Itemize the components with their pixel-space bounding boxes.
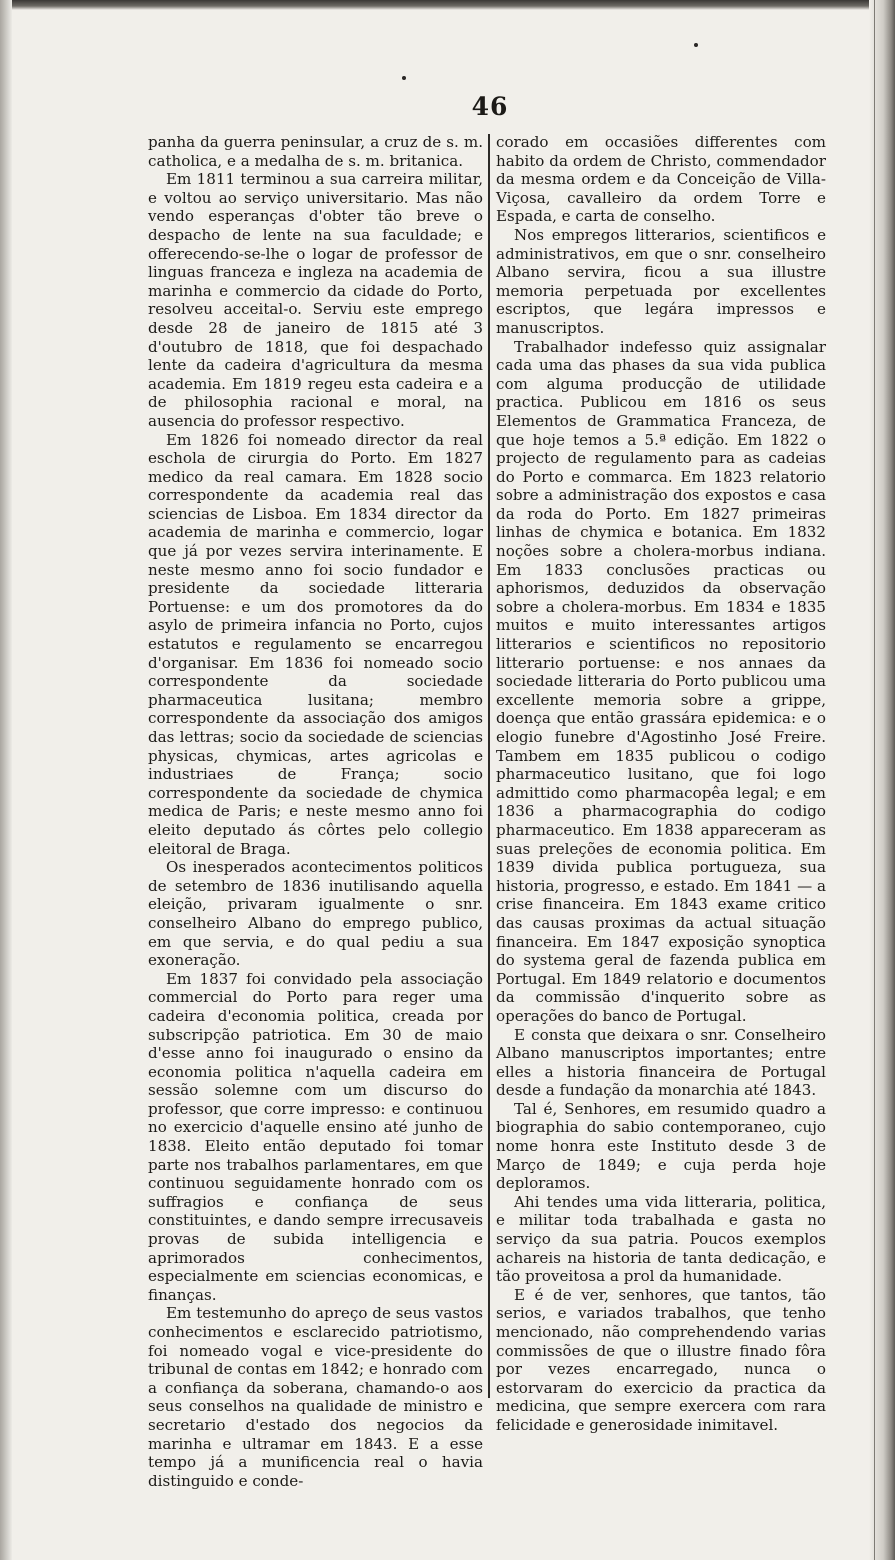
page-fold-line — [874, 0, 875, 1560]
paragraph: Em 1811 terminou a sua carreira militar, e voltou ao serviço universitario. Mas não vendo esperanças d'obter tão breve o despacho de lente na sua faculdade; e offerecendo-se-lhe o logar de professor de linguas franceza e ingleza na academia de marinha e commercio da cidade do Porto, resolveu acceital-o. Serviu este emprego desde 28 de janeiro de 1815 até 3 d'outubro de 1818, que foi despachado lente da cadeira d'agricultura da mesma academia. Em 1819 regeu esta cadeira e a de philosophia racional e moral, na ausencia do professor respectivo. — [148, 170, 483, 430]
scan-top-border — [0, 0, 895, 10]
right-column — [496, 133, 826, 1435]
paragraph: corado em occasiões differentes com habito da ordem de Christo, commendador da mesma ordem e da Conceição de Villa-Viçosa, cavalleiro da ordem Torre e Espada, e carta de conselho. — [496, 133, 826, 226]
paragraph: Em testemunho do apreço de seus vastos conhecimentos e esclarecido patriotismo, foi nomeado vogal e vice-presidente do tribunal de contas em 1842; e honrado com a confiança da soberana, chamando-o aos seus conselhos na qualidade de ministro e secretario d'estado dos negocios da marinha e ultramar em 1843. E a esse tempo já a munificencia real o havia distinguido e conde- — [148, 1304, 483, 1490]
paragraph: Tal é, Senhores, em resumido quadro a biographia do sabio contemporaneo, cujo nome honra este Instituto desde 3 de Março de 1849; e cuja perda hoje deploramos. — [496, 1099, 826, 1193]
paragraph: Em 1837 foi convidado pela associação commercial do Porto para reger uma cadeira d'economia politica, creada por subscripção patriotica. Em 30 de maio d'esse anno foi inaugurado o ensino da economia politica n'aquella cadeira em sessão solemne com um discurso do professor, que corre impresso: e continuou no exercicio d'aquelle ensino até junho de 1838. Eleito então deputado foi tomar parte nos trabalhos parlamentares, em que continuou seguidamente honrado com os suffragios e confiança de seus constituintes, e dando sempre irrecusaveis provas de subida intelligencia e aprimorados conhecimentos, especialmente em sciencias economicas, e finanças. — [148, 969, 483, 1304]
paragraph: E é de ver, senhores, que tantos, tão serios, e variados trabalhos, que tenho mencionado, não comprehendendo varias commissões de que o illustre finado fôra por vezes encarregado, nunca o estorvaram do exercicio da practica da medicina, que sempre exercera com rara felicidade e generosidade inimitavel. — [496, 1285, 826, 1434]
paragraph: Em 1826 foi nomeado director da real eschola de cirurgia do Porto. Em 1827 medico da real camara. Em 1828 socio correspondente da academia real das sciencias de Lisboa. Em 1834 director da academia de marinha e commercio, logar que já por vezes servira interinamente. E neste mesmo anno foi socio fundador e presidente da sociedade litteraria Portuense: e um dos promotores da do asylo de primeira infancia no Porto, cujos estatutos e regulamento se encarregou d'organisar. Em 1836 foi nomeado socio correspondente da sociedade pharmaceutica lusitana; membro correspondente da associação dos amigos das lettras; socio da sociedade de sciencias physicas, chymicas, artes agricolas e industriaes de França; socio correspondente da sociedade de chymica medica de Paris; e neste mesmo anno foi eleito deputado ás côrtes pelo collegio eleitoral de Braga. — [148, 430, 483, 858]
paragraph: Trabalhador indefesso quiz assignalar cada uma das phases da sua vida publica com alguma producção de utilidade practica. Publicou em 1816 os seus Elementos de Grammatica Franceza, de que hoje temos a 5.ª edição. Em 1822 o projecto de regulamento para as cadeias do Porto e commarca. Em 1823 relatorio sobre a administração dos expostos e casa da roda do Porto. Em 1827 primeiras linhas de chymica e botanica. Em 1832 noções sobre a cholera-morbus indiana. Em 1833 conclusões practicas ou aphorismos, deduzidos da observação sobre a cholera-morbus. Em 1834 e 1835 muitos e muito interessantes artigos litterarios e scientificos no repositorio litterario portuense: e nos annaes da sociedade litteraria do Porto publicou uma excellente memoria sobre a grippe, doença que então grassára epidemica: e o elogio funebre d'Agostinho José Freire. Tambem em 1835 publicou o codigo pharmaceutico lusitano, que foi logo admittido como pharmacopêa legal; e em 1836 a pharmacographia do codigo pharmaceutico. Em 1838 appareceram as suas preleções de economia politica. Em 1839 divida publica portugueza, sua historia, progresso, e estado. Em 1841 — a crise financeira. Em 1843 exame critico das causas proximas da actual situação financeira. Em 1847 exposição synoptica do systema geral de fazenda publica em Portugal. Em 1849 relatorio e documentos da commissão d'inquerito sobre as operações do banco de Portugal. — [496, 337, 826, 1025]
page-number: 46 — [471, 92, 509, 121]
ink-speck — [694, 43, 698, 47]
column-divider — [488, 134, 490, 1398]
paragraph: panha da guerra peninsular, a cruz de s. m. catholica, e a medalha de s. m. britanica. — [148, 133, 483, 170]
paragraph: Nos empregos litterarios, scientificos e administrativos, em que o snr. conselheiro Albano servira, ficou a sua illustre memoria perpetuada por excellentes escriptos, que legára impressos e manuscriptos. — [496, 225, 826, 337]
paragraph: E consta que deixara o snr. Conselheiro Albano manuscriptos importantes; entre elles a historia financeira de Portugal desde a fundação da monarchia até 1843. — [496, 1025, 826, 1100]
ink-speck — [402, 76, 406, 80]
paragraph: Ahi tendes uma vida litteraria, politica, e militar toda trabalhada e gasta no serviço da sua patria. Poucos exemplos achareis na historia de tanta dedicação, e tão proveitosa a prol da humanidade. — [496, 1192, 826, 1286]
scan-right-border — [869, 0, 895, 1560]
scan-left-border — [0, 0, 12, 1560]
left-column — [148, 133, 483, 1490]
paragraph: Os inesperados acontecimentos politicos de setembro de 1836 inutilisando aquella eleição, privaram igualmente o snr. conselheiro Albano do emprego publico, em que servia, e do qual pediu a sua exoneração. — [148, 858, 483, 970]
